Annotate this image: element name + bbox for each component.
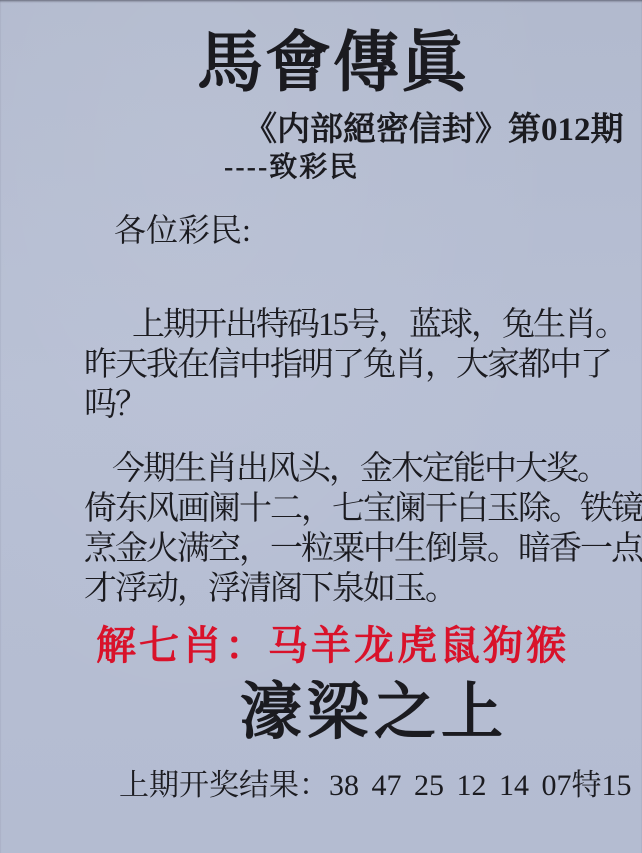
paragraph-current-hint	[84, 449, 642, 609]
dedication-line: ----致彩民	[224, 152, 360, 183]
text-line: 倚东风画阑十二，七宝阑干白玉除。铁镜	[84, 491, 642, 527]
issue-subtitle: 《内部絕密信封》第012期	[244, 112, 624, 148]
text-line: 上期开出特码15号，蓝球，兔生肖。	[132, 307, 626, 343]
results-label: 上期开奖结果：	[119, 769, 329, 802]
text-line: 今期生肖出风头，金木定能中大奖。	[112, 451, 608, 487]
text-line: 才浮动，浮清阁下泉如玉。	[84, 571, 456, 607]
text-line: 吗？	[84, 387, 146, 423]
text-line: 昨天我在信中指明了兔肖，大家都中了	[84, 347, 611, 383]
seven-zodiac-reveal: 解七肖：马羊龙虎鼠狗猴	[96, 623, 569, 668]
text-line: 烹金火满空，一粒粟中生倒景。暗香一点	[84, 531, 642, 567]
previous-draw-results	[119, 768, 642, 804]
results-numbers: 38 47 25 12 14 07	[329, 769, 572, 802]
letter-title: 馬會傳眞	[197, 27, 469, 100]
results-special-number: 15	[601, 769, 632, 802]
results-special-label: 特	[571, 769, 602, 802]
riddle-phrase: 濠梁之上	[240, 679, 509, 747]
paragraph-previous-result	[84, 305, 624, 425]
salutation: 各位彩民:	[114, 212, 251, 248]
